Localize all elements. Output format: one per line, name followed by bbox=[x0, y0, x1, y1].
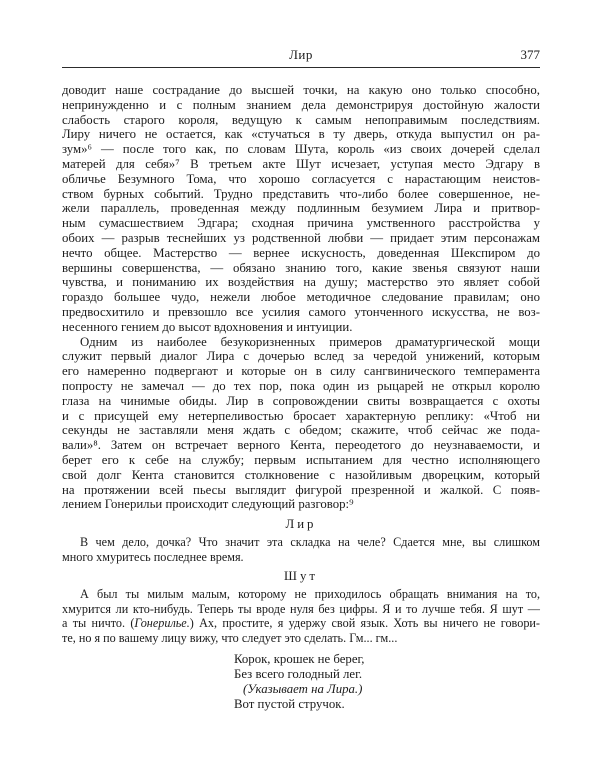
text-line: на протяжении всей пьесы выглядит фигурой презренной и жалкой. С появ- bbox=[62, 482, 540, 497]
text-line: вершины совершенства, — обязано знанию того, какие звенья связуют наши bbox=[62, 260, 540, 275]
text-segment: ) Ах, простите, я удержу свой язык. Хоть вы ничего не говори- bbox=[189, 616, 540, 631]
text-line: предвосхитило и превзошло все усилия самого утонченного искусства, не воз- bbox=[62, 304, 540, 319]
text-line: зум»⁶ — после того как, по словам Шута, король «из своих дочерей сделал bbox=[62, 142, 540, 157]
running-head bbox=[62, 47, 540, 64]
text-line: хмурится ли кто-нибудь. Теперь ты вроде нуля без цифры. Я и то лучше тебя. Я шут — bbox=[62, 601, 540, 616]
text-line: берет его к себе на службу; первым испытанием для честно исполняющего bbox=[62, 452, 540, 467]
text-line: нечто общее. Мастерство — вернее искусность, доведенная Шекспиром до bbox=[62, 245, 540, 260]
text-line: и с присущей ему нетерпеливостью бросает характерную реплику: «Чтоб ни bbox=[62, 408, 540, 423]
speaker-heading: Шут bbox=[284, 569, 318, 584]
text-line: доводит наше сострадание до высшей точки, на какую оно только способно, bbox=[62, 83, 540, 97]
text-line: гораздо большее чудо, нежели любое методичное следование правилам; оно bbox=[62, 290, 540, 305]
page-number: 377 bbox=[520, 47, 540, 62]
text-line: непринужденно и с полным знанием дела демонстрируя достойную жалости bbox=[62, 97, 540, 112]
text-line: В чем дело, дочка? Что значит эта складка на челе? Сдается мне, вы слишком bbox=[80, 535, 540, 550]
text-line: обоих — разрыв теснейших уз родственной любви — придает этим персонажам bbox=[62, 230, 540, 245]
text-line: Лиру ничего не остается, как «стучаться в ту дверь, откуда выпустил он ра- bbox=[62, 127, 540, 142]
text-line: лением Гонерильи происходит следующий разговор:⁹ bbox=[62, 497, 354, 512]
text-line: много хмуритесь последнее время. bbox=[62, 549, 244, 564]
dialog-paragraph bbox=[62, 535, 540, 564]
text-line: обличье Безумного Тома, что хорошо согласуется с нарастающим неистов- bbox=[62, 171, 540, 186]
text-line: ством бурных событий. Трудно представить что-либо более совершенное, не- bbox=[62, 186, 540, 201]
text-line: несенного гением до высот вдохновения и интуиции. bbox=[62, 319, 353, 334]
stage-direction: (Указывает на Лира.) bbox=[243, 682, 363, 697]
text-line: его намеренно подвергают и которые он в силу сангвинического темперамента bbox=[62, 364, 540, 379]
dialog-paragraph bbox=[62, 587, 540, 645]
text-line: служит первый диалог Лира с дочерью вслед за чередой унижений, которым bbox=[62, 349, 540, 364]
text-line: чувства, и пониманию их воздействия на душу; мастерство это являет собой bbox=[62, 275, 540, 290]
text-segment: а ты ничто. ( bbox=[62, 616, 135, 631]
page-content bbox=[62, 47, 540, 712]
text-line: вали»⁸. Затем он встречает верного Кента, переодетого до неузнаваемости, и bbox=[62, 438, 540, 453]
text-line: слабость старого короля, ведущую к самым непоправимым последствиям. bbox=[62, 112, 540, 127]
text-line: жели параллель, проведенная между подлинным безумием Лира и притвор- bbox=[62, 201, 540, 216]
text-line: попросту не замечал — до тех пор, пока один из рыцарей не открыл королю bbox=[62, 378, 540, 393]
text-line: свой долг Кента становится столкновение с назойливым дворецким, который bbox=[62, 467, 540, 482]
running-title: Лир bbox=[289, 47, 313, 62]
text-line: Одним из наиболее безукоризненных примеров драматургической мощи bbox=[80, 334, 540, 349]
body-paragraph bbox=[62, 83, 540, 335]
text-line: матерей для себя»⁷ В третьем акте Шут исчезает, уступая место Эдгару в bbox=[62, 156, 540, 171]
text-line: А был ты милым малым, которому не приходилось обращать внимания на то, bbox=[80, 587, 540, 602]
verse-block bbox=[234, 652, 540, 712]
body-paragraph bbox=[62, 335, 540, 513]
text-line: глаза на чинимые обиды. Лир в сопровождении свиты возвращается с охоты bbox=[62, 393, 540, 408]
verse-line: Без всего голодный лег. bbox=[234, 667, 363, 682]
text-line: ным сумасшествием Эдгара; сходная причина умственного расстройства у bbox=[62, 216, 540, 231]
page-body bbox=[62, 83, 540, 712]
speaker-heading: Лир bbox=[285, 517, 317, 532]
italic-text-segment: Гонерилье. bbox=[134, 616, 190, 631]
text-line: секунды не заставляли меня ждать с обедом; скажите, чтоб сейчас же пода- bbox=[62, 423, 540, 438]
header-rule bbox=[62, 67, 540, 68]
verse-line: Вот пустой стручок. bbox=[234, 697, 345, 712]
text-line bbox=[62, 616, 540, 631]
verse-line: Корок, крошек не берег, bbox=[234, 652, 365, 667]
text-line: те, но я по вашему лицу вижу, что следует это сделать. Гм... гм... bbox=[62, 630, 398, 645]
